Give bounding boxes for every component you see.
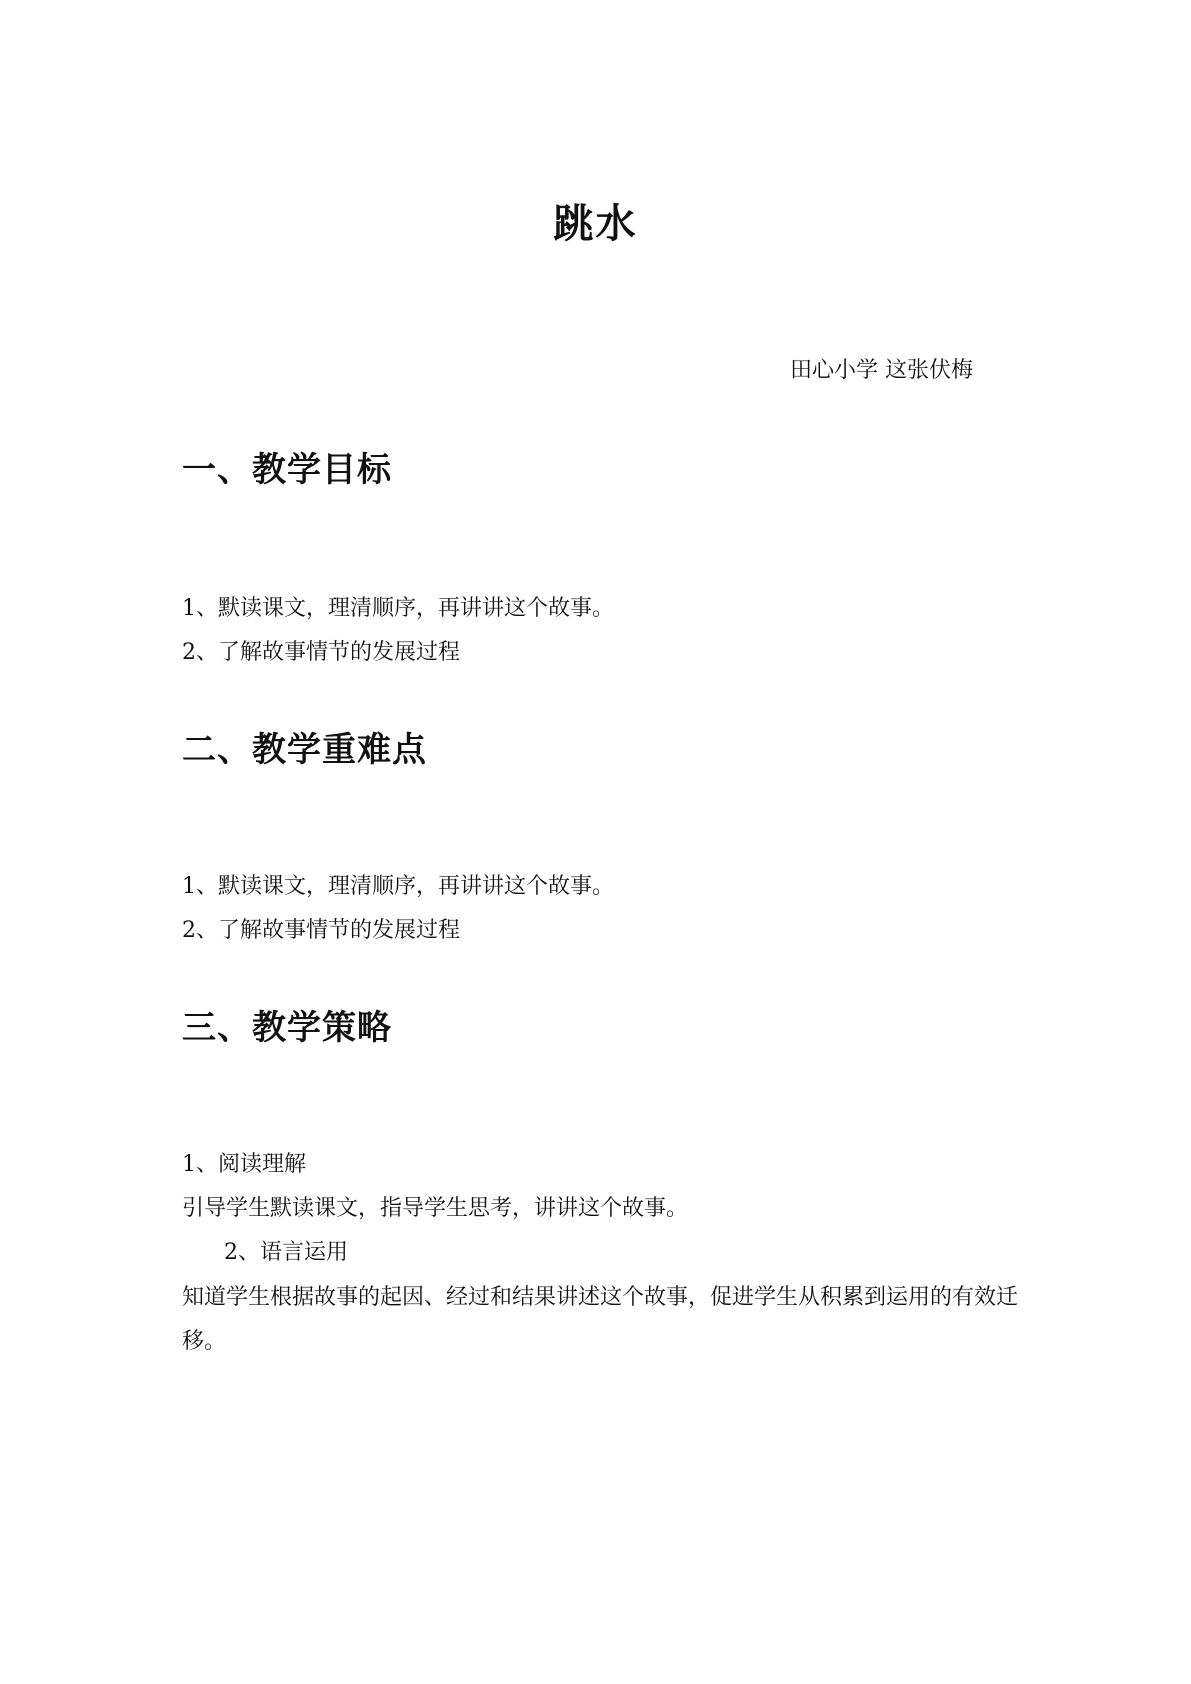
author-line: 田心小学 这张伏梅	[790, 358, 973, 383]
section-heading-objectives: 一、教学目标	[182, 450, 392, 490]
section-heading-key-points: 二、教学重难点	[182, 730, 427, 770]
objectives-item-1: 1、默读课文，理清顺序，再讲讲这个故事。	[182, 596, 614, 621]
strategy-item-1: 1、阅读理解	[182, 1152, 306, 1177]
key-points-item-2: 2、了解故事情节的发展过程	[182, 918, 460, 943]
section-heading-strategy: 三、教学策略	[182, 1008, 392, 1048]
strategy-item-2-detail: 知道学生根据故事的起因、经过和结果讲述这个故事，促进学生从积累到运用的有效迁移。	[182, 1285, 1019, 1354]
objectives-item-2: 2、了解故事情节的发展过程	[182, 640, 460, 665]
strategy-item-2: 2、语言运用	[224, 1240, 348, 1265]
key-points-item-1: 1、默读课文，理清顺序，再讲讲这个故事。	[182, 874, 614, 899]
strategy-item-1-detail: 引导学生默读课文，指导学生思考，讲讲这个故事。	[182, 1196, 689, 1221]
document-title: 跳水	[553, 201, 638, 247]
